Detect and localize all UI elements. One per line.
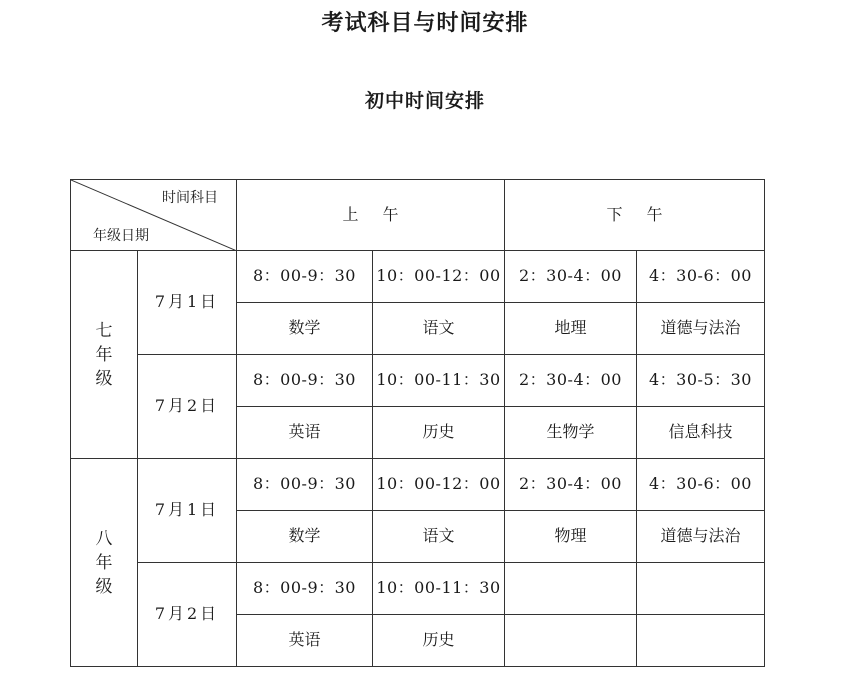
page-subtitle: 初中时间安排 xyxy=(364,90,485,112)
date-cell: 7月2日 xyxy=(138,355,237,459)
time-cell: 2：30-4：00 xyxy=(505,355,637,407)
subject-cell: 历史 xyxy=(373,407,505,459)
time-cell-empty xyxy=(637,563,765,615)
time-cell: 2：30-4：00 xyxy=(505,459,637,511)
subject-cell: 生物学 xyxy=(505,407,637,459)
time-cell: 4：30-5：30 xyxy=(637,355,765,407)
time-cell: 10：00-11：30 xyxy=(373,563,505,615)
subject-cell: 地理 xyxy=(505,303,637,355)
time-cell: 8：00-9：30 xyxy=(237,251,373,303)
subject-cell: 英语 xyxy=(237,407,373,459)
subject-cell: 道德与法治 xyxy=(637,511,765,563)
header-corner-cell xyxy=(71,180,237,251)
time-cell: 8：00-9：30 xyxy=(237,563,373,615)
corner-label-time-subject: 时间科目 xyxy=(162,190,218,206)
schedule-table xyxy=(70,179,765,667)
subject-cell: 道德与法治 xyxy=(637,303,765,355)
subject-cell: 语文 xyxy=(373,303,505,355)
date-cell: 7月2日 xyxy=(138,563,237,667)
subject-cell: 数学 xyxy=(237,511,373,563)
time-cell: 10：00-11：30 xyxy=(373,355,505,407)
time-cell: 4：30-6：00 xyxy=(637,251,765,303)
grade-7-text: 七年级 xyxy=(95,320,113,389)
subject-cell-empty xyxy=(505,615,637,667)
grade-label-8 xyxy=(71,459,138,667)
subject-cell: 数学 xyxy=(237,303,373,355)
subject-cell: 语文 xyxy=(373,511,505,563)
subject-cell: 英语 xyxy=(237,615,373,667)
time-cell: 4：30-6：00 xyxy=(637,459,765,511)
subject-cell: 信息科技 xyxy=(637,407,765,459)
header-afternoon: 下午 xyxy=(505,180,765,251)
subject-cell: 物理 xyxy=(505,511,637,563)
time-cell: 8：00-9：30 xyxy=(237,459,373,511)
subject-cell: 历史 xyxy=(373,615,505,667)
date-cell: 7月1日 xyxy=(138,459,237,563)
time-cell-empty xyxy=(505,563,637,615)
grade-label-7 xyxy=(71,251,138,459)
subject-cell-empty xyxy=(637,615,765,667)
time-cell: 10：00-12：00 xyxy=(373,251,505,303)
time-cell: 8：00-9：30 xyxy=(237,355,373,407)
time-cell: 2：30-4：00 xyxy=(505,251,637,303)
header-morning: 上午 xyxy=(237,180,505,251)
grade-8-text: 八年级 xyxy=(95,528,113,597)
page-title: 考试科目与时间安排 xyxy=(321,10,529,36)
time-cell: 10：00-12：00 xyxy=(373,459,505,511)
date-cell: 7月1日 xyxy=(138,251,237,355)
corner-label-grade-date: 年级日期 xyxy=(93,227,149,244)
